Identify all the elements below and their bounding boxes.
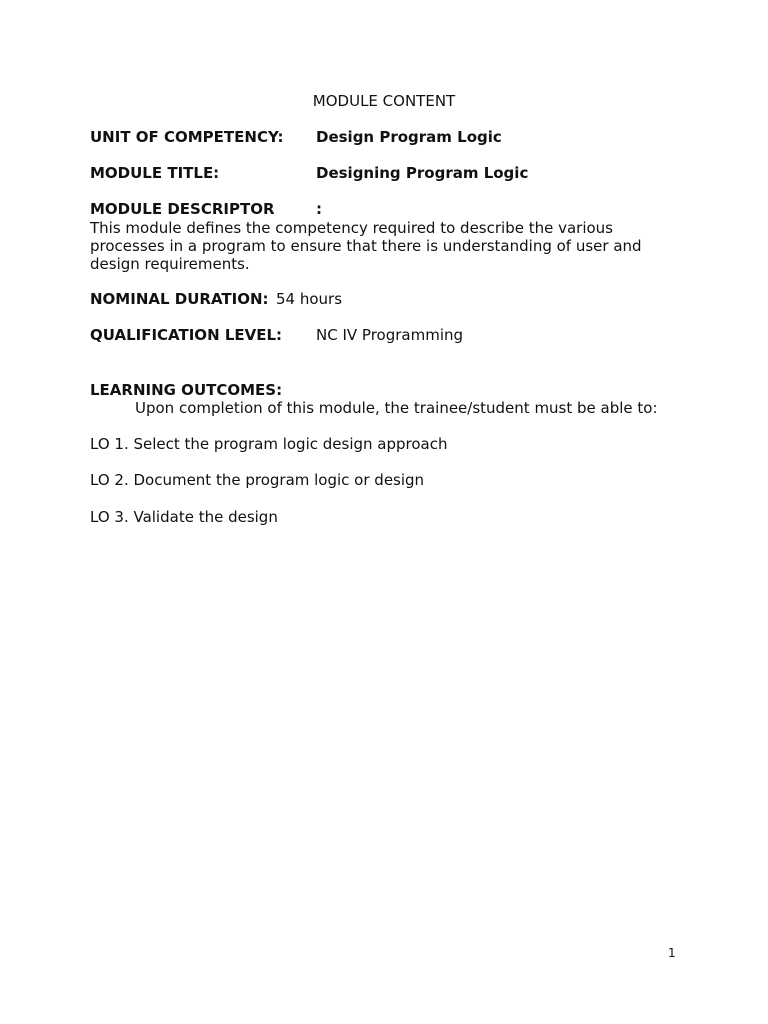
nominal-duration-value: 54 hours — [276, 290, 343, 308]
page-title: MODULE CONTENT — [312, 92, 456, 110]
qualification-level-label: QUALIFICATION LEVEL: — [90, 326, 283, 344]
module-descriptor-text — [90, 219, 670, 273]
page-number: 1 — [668, 946, 676, 960]
unit-of-competency-value: Design Program Logic — [316, 128, 502, 146]
learning-outcome-item: LO 2. Document the program logic or design — [90, 471, 425, 489]
module-descriptor-label: MODULE DESCRIPTOR — [90, 200, 275, 218]
learning-outcome-item: LO 3. Validate the design — [90, 508, 278, 526]
descriptor-line: This module defines the competency required to describe the various — [90, 219, 613, 237]
module-descriptor-colon: : — [316, 200, 322, 218]
nominal-duration-label: NOMINAL DURATION: — [90, 290, 269, 308]
learning-outcomes-label: LEARNING OUTCOMES: — [90, 381, 283, 399]
module-title-label: MODULE TITLE: — [90, 164, 220, 182]
module-title-value: Designing Program Logic — [316, 164, 529, 182]
descriptor-line: design requirements. — [90, 255, 250, 273]
unit-of-competency-label: UNIT OF COMPETENCY: — [90, 128, 284, 146]
descriptor-line: processes in a program to ensure that there is understanding of user and — [90, 237, 642, 255]
learning-outcomes-intro: Upon completion of this module, the trainee/student must be able to: — [135, 399, 658, 417]
learning-outcome-item: LO 1. Select the program logic design approach — [90, 435, 448, 453]
qualification-level-value: NC IV Programming — [316, 326, 464, 344]
